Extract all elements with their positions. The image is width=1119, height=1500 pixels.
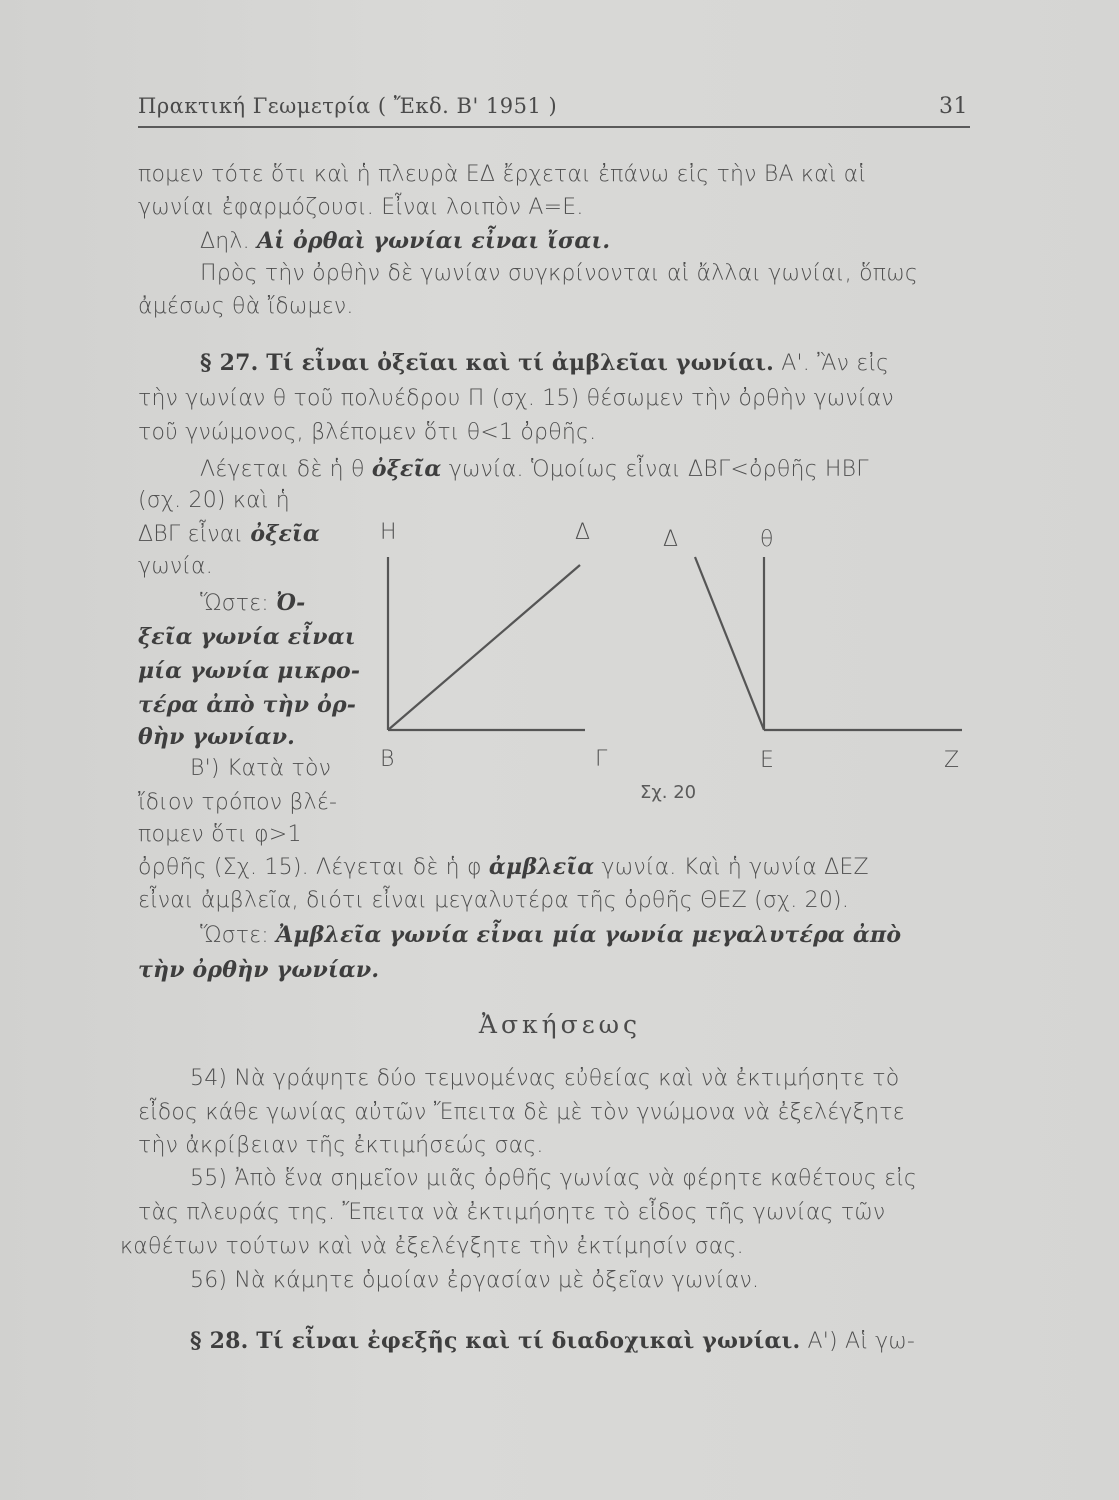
text-line: εἶναι ἀμβλεῖα, διότι εἶναι μεγαλυτέρα τῆς ὀρθῆς ΘΕΖ (σχ. 20). <box>138 888 850 913</box>
running-header <box>138 92 970 128</box>
exercise-54: 54) Νὰ γράψητε δύο τεμνομένας εὐθείας καὶ νὰ ἐκτιμήσητε τὸ <box>190 1066 900 1091</box>
text-span: Ὥστε: <box>200 591 269 616</box>
text-line <box>200 588 305 619</box>
text-span: ὀρθῆς (Σχ. 15). Λέγεται δὲ ἡ φ <box>138 855 482 880</box>
text-line: ἴδιον τρόπον βλέ- <box>138 790 338 815</box>
text-line: πομεν ὅτι φ>1 <box>138 822 302 847</box>
text-span: Λέγεται δὲ ἡ θ <box>200 457 365 482</box>
text-line: (σχ. 20) καὶ ἡ <box>138 488 290 513</box>
text-line <box>200 920 901 951</box>
text-span: Α'. Ἂν εἰς <box>781 351 890 376</box>
text-line: τοῦ γνώμονος, βλέπομεν ὅτι θ<1 ὀρθῆς. <box>138 420 597 445</box>
section-heading-27 <box>200 348 889 379</box>
emphasis-text: Ἀμβλεῖα γωνία εἶναι μία γωνία μεγαλυτέρα ἀπὸ <box>276 922 902 948</box>
text-span: γωνία. Καὶ ἡ γωνία ΔΕΖ <box>601 855 869 880</box>
label-Th: θ <box>760 527 774 552</box>
label-H: Η <box>380 520 397 545</box>
exercise-56: 56) Νὰ κάμητε ὁμοίαν ἐργασίαν μὲ ὀξεῖαν γωνίαν. <box>190 1268 760 1293</box>
section-title: § 28. Τί εἶναι ἐφεξῆς καὶ τί διαδοχικαὶ γωνίαι. <box>190 1328 801 1354</box>
text-line: τὰς πλευράς της. Ἔπειτα νὰ ἐκτιμήσητε τὸ εἶδος τῆς γωνίας τῶν <box>138 1200 886 1225</box>
emphasis-line: τέρα ἀπὸ τὴν ὀρ- <box>138 692 357 718</box>
text-line: τὴν γωνίαν θ τοῦ πολυέδρου Π (σχ. 15) θέσωμεν τὴν ὀρθὴν γωνίαν <box>138 386 894 411</box>
label-B: Β <box>380 747 395 772</box>
angle-diagram <box>370 515 970 815</box>
emphasis-line: μία γωνία μικρο- <box>138 658 361 684</box>
text-line <box>200 454 869 485</box>
exercises-heading: Ἀσκήσεως <box>478 1010 642 1039</box>
page-number: 31 <box>939 94 968 119</box>
emphasis-text: Ὀ- <box>276 590 306 616</box>
text-span: Α') Αἱ γω- <box>807 1329 916 1354</box>
emphasis-text: ὀξεῖα <box>250 521 321 547</box>
label-D1: Δ <box>575 520 591 545</box>
label-E: Ε <box>760 748 774 773</box>
figure-20 <box>370 515 970 815</box>
emphasis-text: ὀξεῖα <box>371 456 442 482</box>
section-title: § 27. Τί εἶναι ὀξεῖαι καὶ τί ἀμβλεῖαι γωνίαι. <box>200 350 775 376</box>
exercise-55: 55) Ἀπὸ ἕνα σημεῖον μιᾶς ὀρθῆς γωνίας νὰ φέρητε καθέτους εἰς <box>190 1166 917 1191</box>
emphasis-line: τὴν ὀρθὴν γωνίαν. <box>138 957 380 983</box>
text-span: Δηλ. <box>200 229 250 254</box>
emphasis-line: θὴν γωνίαν. <box>138 724 296 750</box>
text-line <box>200 226 610 257</box>
text-line: Β') Κατὰ τὸν <box>190 756 332 781</box>
text-line: καθέτων τούτων καὶ νὰ ἐξελέγξητε τὴν ἐκτίμησίν σας. <box>120 1234 744 1259</box>
text-line: Πρὸς τὴν ὀρθὴν δὲ γωνίαν συγκρίνονται αἱ ἄλλαι γωνίαι, ὅπως <box>200 261 918 286</box>
text-span: ΔΒΓ εἶναι <box>138 522 244 547</box>
text-line: τὴν ἀκρίβειαν τῆς ἐκτιμήσεώς σας. <box>138 1133 544 1158</box>
emphasis-line: ξεῖα γωνία εἶναι <box>138 624 356 650</box>
text-line: γωνία. <box>138 554 213 579</box>
text-line <box>138 852 869 883</box>
emphasis-text: Αἱ ὀρθαὶ γωνίαι εἶναι ἴσαι. <box>257 228 611 254</box>
text-line: ἀμέσως θὰ ἴδωμεν. <box>138 294 354 319</box>
figure-caption: Σχ. 20 <box>640 782 697 803</box>
text-line: πομεν τότε ὅτι καὶ ἡ πλευρὰ ΕΔ ἔρχεται ἐπάνω εἰς τὴν ΒΑ καὶ αἱ <box>138 162 867 187</box>
header-title: Πρακτική Γεωμετρία ( Ἔκδ. Β' 1951 ) <box>138 94 558 118</box>
emphasis-text: ἀμβλεῖα <box>488 854 595 880</box>
text-line: γωνίαι ἐφαρμόζουσι. Εἶναι λοιπὸν Α=Ε. <box>138 195 584 220</box>
section-heading-28 <box>190 1326 915 1357</box>
label-Z: Ζ <box>944 748 960 773</box>
text-line: εἶδος κάθε γωνίας αὐτῶν Ἔπειτα δὲ μὲ τὸν γνώμονα νὰ ἐξελέγξητε <box>138 1100 905 1125</box>
label-D2: Δ <box>663 527 679 552</box>
ray-ED <box>695 557 764 730</box>
text-line <box>138 519 320 550</box>
label-G: Γ <box>595 747 608 772</box>
text-span: γωνία. Ὁμοίως εἶναι ΔΒΓ<ὀρθῆς ΗΒΓ <box>448 457 869 482</box>
text-span: Ὥστε: <box>200 923 269 948</box>
ray-BD <box>388 565 580 730</box>
